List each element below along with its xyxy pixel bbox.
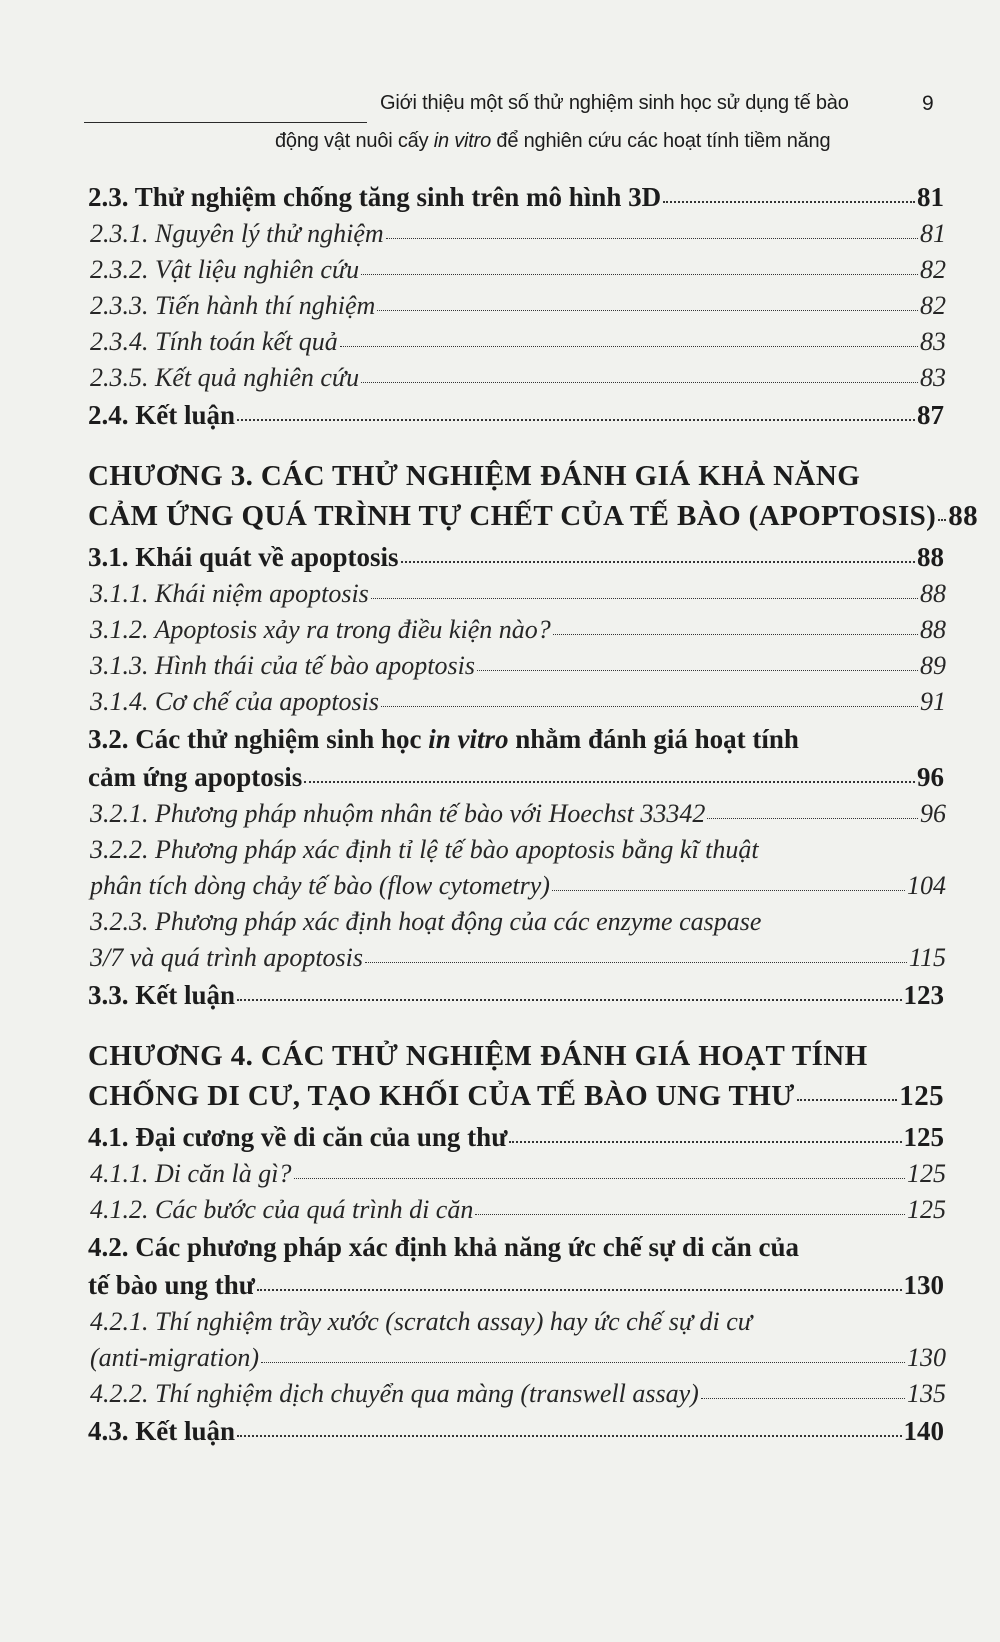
toc-entry-2-3-5 — [88, 360, 946, 396]
toc-entry-page: 89 — [920, 651, 946, 680]
toc-entry-page: 125 — [903, 1122, 944, 1152]
toc-chapter-title-line-2: CHỐNG DI CƯ, TẠO KHỐI CỦA TẾ BÀO UNG THƯ — [88, 1080, 795, 1112]
toc-entry-title: 4.1.2. Các bước của quá trình di căn — [90, 1195, 474, 1224]
toc-entry-page: 123 — [903, 980, 944, 1010]
toc-entry-page: 82 — [920, 291, 946, 320]
toc-entry-3-1-2 — [88, 612, 946, 648]
dot-leader — [701, 1396, 905, 1399]
toc-entry-page: 88 — [920, 615, 946, 644]
toc-chapter-3 — [88, 456, 979, 536]
toc-entry-4-2 — [88, 1228, 944, 1304]
toc-entry-2-4 — [88, 396, 944, 434]
toc-entry-4-3 — [88, 1412, 944, 1450]
toc-entry-title: 3.1.1. Khái niệm apoptosis — [90, 579, 369, 608]
toc-entry-page: 81 — [917, 182, 944, 212]
toc-entry-page: 88 — [948, 500, 979, 532]
toc-entry-title-line-2: 3/7 và quá trình apoptosis — [90, 943, 364, 972]
toc-chapter-4 — [88, 1036, 944, 1116]
toc-entry-3-2-1 — [88, 796, 946, 832]
toc-entry-title: 3.1.2. Apoptosis xảy ra trong điều kiện nào? — [90, 615, 551, 644]
dot-leader — [304, 779, 915, 783]
toc-chapter-title-line-2: CẢM ỨNG QUÁ TRÌNH TỰ CHẾT CỦA TẾ BÀO (APOPTOSIS) — [88, 500, 937, 532]
toc-entry-title: 4.3. Kết luận — [88, 1416, 236, 1446]
dot-leader — [553, 632, 918, 635]
dot-leader — [401, 559, 915, 563]
toc-entry-title: 2.3.2. Vật liệu nghiên cứu — [90, 255, 360, 284]
toc-entry-title-line-1: 3.2. Các thử nghiệm sinh học in vitro nhằm đánh giá hoạt tính — [88, 724, 799, 754]
toc-entry-title-line-2: phân tích dòng chảy tế bào (flow cytometry) — [90, 871, 550, 900]
dot-leader — [552, 888, 905, 891]
dot-leader — [707, 816, 918, 819]
toc-chapter-title-line-1: CHƯƠNG 4. CÁC THỬ NGHIỆM ĐÁNH GIÁ HOẠT TÍNH — [88, 1040, 868, 1072]
dot-leader — [938, 517, 946, 521]
toc-entry-title-line-2: tế bào ung thư — [88, 1270, 255, 1300]
dot-leader — [294, 1176, 906, 1179]
toc-entry-page: 88 — [917, 542, 944, 572]
toc-entry-title: 3.1.3. Hình thái của tế bào apoptosis — [90, 651, 475, 680]
toc-entry-2-3-3 — [88, 288, 946, 324]
toc-entry-3-2 — [88, 720, 944, 796]
toc-entry-title: 2.3.1. Nguyên lý thử nghiệm — [90, 219, 384, 248]
header-rule — [84, 122, 367, 123]
page-number: 9 — [922, 92, 934, 115]
toc-entry-title-line-2: (anti-migration) — [90, 1343, 259, 1372]
toc-entry-page: 130 — [907, 1343, 946, 1372]
running-header-line-1: Giới thiệu một số thử nghiệm sinh học sử dụng tế bào — [380, 92, 849, 114]
dot-leader — [377, 308, 918, 311]
table-of-contents — [88, 178, 979, 1450]
toc-entry-title-line-1: 3.2.3. Phương pháp xác định hoạt động của các enzyme caspase — [90, 907, 762, 936]
running-header-line-2: động vật nuôi cấy in vitro để nghiên cứu các hoạt tính tiềm năng — [275, 130, 831, 152]
dot-leader — [509, 1139, 901, 1143]
dot-leader — [797, 1097, 898, 1101]
toc-entry-page: 96 — [920, 799, 946, 828]
toc-entry-title: 4.2.2. Thí nghiệm dịch chuyển qua màng (transwell assay) — [90, 1379, 699, 1408]
dot-leader — [261, 1360, 905, 1363]
toc-entry-title: 3.1.4. Cơ chế của apoptosis — [90, 687, 380, 716]
toc-entry-title-line-2: cảm ứng apoptosis — [88, 762, 303, 792]
toc-entry-2-3-1 — [88, 216, 946, 252]
toc-entry-page: 81 — [920, 219, 946, 248]
dot-leader — [663, 199, 915, 203]
toc-entry-page: 125 — [899, 1080, 944, 1112]
dot-leader — [361, 272, 918, 275]
toc-entry-3-2-3 — [88, 904, 946, 976]
dot-leader — [365, 960, 907, 963]
toc-entry-page: 91 — [920, 687, 946, 716]
toc-entry-title: 3.1. Khái quát về apoptosis — [88, 542, 399, 572]
toc-entry-page: 135 — [907, 1379, 946, 1408]
toc-entry-title-line-1: 4.2. Các phương pháp xác định khả năng ức chế sự di căn của — [88, 1232, 799, 1262]
toc-entry-page: 125 — [907, 1195, 946, 1224]
dot-leader — [477, 668, 918, 671]
dot-leader — [257, 1287, 902, 1291]
toc-entry-page: 115 — [908, 943, 946, 972]
toc-entry-title: 2.3.5. Kết quả nghiên cứu — [90, 363, 360, 392]
toc-entry-title: 3.3. Kết luận — [88, 980, 236, 1010]
dot-leader — [381, 704, 918, 707]
toc-entry-3-2-2 — [88, 832, 946, 904]
dot-leader — [237, 417, 915, 421]
toc-entry-title: 4.1. Đại cương về di căn của ung thư — [88, 1122, 508, 1152]
toc-entry-title-line-1: 3.2.2. Phương pháp xác định tỉ lệ tế bào apoptosis bằng kĩ thuật — [90, 835, 759, 864]
toc-entry-2-3-4 — [88, 324, 946, 360]
dot-leader — [340, 344, 918, 347]
toc-entry-3-1-3 — [88, 648, 946, 684]
toc-entry-4-1 — [88, 1118, 944, 1156]
toc-entry-3-1-1 — [88, 576, 946, 612]
toc-entry-page: 83 — [920, 327, 946, 356]
toc-entry-4-1-2 — [88, 1192, 946, 1228]
dot-leader — [237, 997, 901, 1001]
toc-entry-page: 82 — [920, 255, 946, 284]
toc-entry-page: 96 — [917, 762, 944, 792]
toc-entry-page: 87 — [917, 400, 944, 430]
toc-chapter-title-line-1: CHƯƠNG 3. CÁC THỬ NGHIỆM ĐÁNH GIÁ KHẢ NĂNG — [88, 460, 861, 492]
dot-leader — [361, 380, 918, 383]
toc-entry-page: 88 — [920, 579, 946, 608]
toc-entry-4-1-1 — [88, 1156, 946, 1192]
toc-entry-page: 130 — [903, 1270, 944, 1300]
dot-leader — [371, 596, 918, 599]
toc-entry-3-1 — [88, 538, 944, 576]
dot-leader — [386, 236, 918, 239]
toc-entry-title-line-1: 4.2.1. Thí nghiệm trầy xước (scratch assay) hay ức chế sự di cư — [90, 1307, 752, 1336]
toc-entry-title: 2.3.3. Tiến hành thí nghiệm — [90, 291, 376, 320]
toc-entry-3-3 — [88, 976, 944, 1014]
toc-entry-4-2-2 — [88, 1376, 946, 1412]
toc-entry-2-3-2 — [88, 252, 946, 288]
toc-entry-page: 83 — [920, 363, 946, 392]
toc-entry-title: 4.1.1. Di căn là gì? — [90, 1159, 292, 1188]
toc-entry-title: 2.4. Kết luận — [88, 400, 236, 430]
toc-entry-title: 2.3. Thử nghiệm chống tăng sinh trên mô hình 3D — [88, 182, 662, 212]
toc-entry-3-1-4 — [88, 684, 946, 720]
dot-leader — [237, 1433, 901, 1437]
toc-entry-2-3 — [88, 178, 944, 216]
dot-leader — [475, 1212, 905, 1215]
toc-entry-page: 140 — [903, 1416, 944, 1446]
toc-entry-page: 104 — [907, 871, 946, 900]
toc-entry-title: 2.3.4. Tính toán kết quả — [90, 327, 338, 356]
toc-entry-4-2-1 — [88, 1304, 946, 1376]
toc-entry-page: 125 — [907, 1159, 946, 1188]
toc-entry-title: 3.2.1. Phương pháp nhuộm nhân tế bào với Hoechst 33342 — [90, 799, 706, 828]
